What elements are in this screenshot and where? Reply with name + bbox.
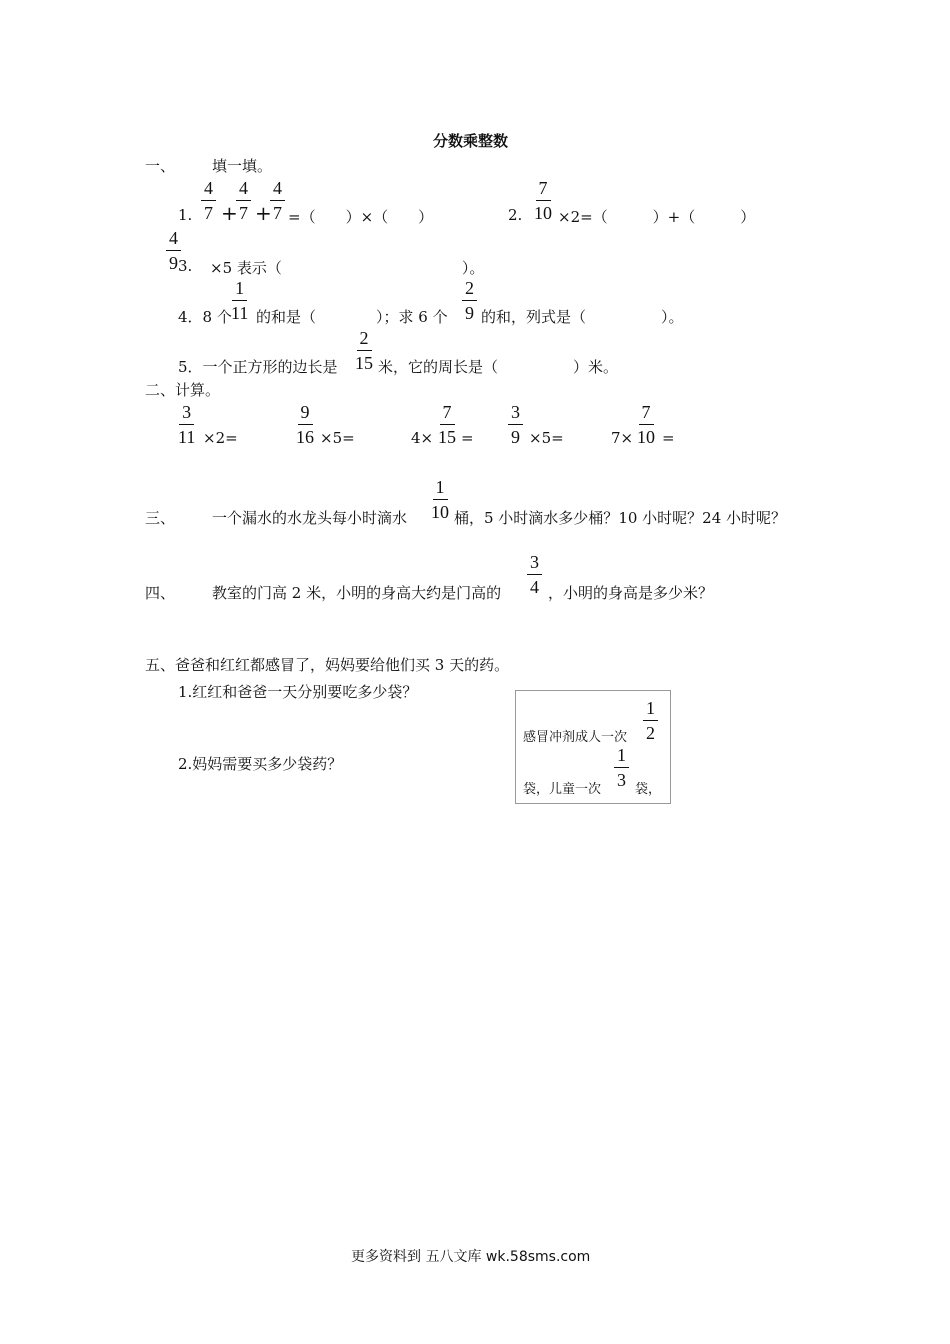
denominator: 15 — [438, 427, 456, 447]
q2-blanks: ×2=（ ）+（ ） — [558, 208, 756, 226]
box-fraction-1 — [643, 698, 658, 743]
q1-label: 1. — [178, 206, 193, 224]
calc-item-2-fraction — [293, 402, 317, 447]
section-1-number: 一、 — [145, 157, 176, 175]
section-5-heading: 五、爸爸和红红都感冒了，妈妈要给他们买 3 天的药。 — [145, 656, 510, 674]
section-2-heading: 二、计算。 — [145, 381, 221, 399]
denominator: 9 — [511, 427, 520, 447]
section-3-text-a: 一个漏水的水龙头每小时滴水 — [212, 509, 408, 527]
numerator: 1 — [232, 278, 247, 301]
calc-item-4-post: ×5= — [529, 429, 564, 447]
denominator: 11 — [178, 427, 196, 447]
q4-fraction-1 — [228, 278, 251, 323]
box-line-2b: 袋， — [635, 782, 662, 797]
numerator: 1 — [433, 477, 448, 500]
denominator: 15 — [355, 353, 373, 373]
q1-fraction-2 — [236, 178, 251, 223]
plus-sign: + — [255, 201, 272, 225]
box-line-1: 感冒冲剂成人一次 — [523, 730, 628, 745]
calc-item-5-post: = — [662, 429, 675, 447]
calc-item-1-post: ×2= — [203, 429, 238, 447]
calc-item-3-fraction — [435, 402, 459, 447]
section-3-number: 三、 — [145, 509, 176, 527]
q1-fraction-3 — [270, 178, 285, 223]
section-3-fraction — [428, 477, 452, 522]
section-1-heading: 填一填。 — [212, 157, 273, 175]
numerator: 3 — [527, 552, 542, 575]
numerator: 4 — [201, 178, 216, 201]
q4-end-text: 的和，列式是（ ）。 — [481, 308, 684, 326]
q5-fraction — [352, 328, 376, 373]
numerator: 3 — [179, 402, 194, 425]
denominator: 10 — [637, 427, 655, 447]
denominator: 2 — [646, 723, 655, 743]
section-4-fraction — [527, 552, 542, 597]
section-4-number: 四、 — [145, 584, 176, 602]
calc-item-5-fraction — [634, 402, 658, 447]
numerator: 1 — [643, 698, 658, 721]
numerator: 4 — [236, 178, 251, 201]
section-4-text-b: ，小明的身高是多少米？ — [548, 584, 714, 602]
denominator: 10 — [534, 203, 552, 223]
q5-text: 米，它的周长是（ ）米。 — [378, 358, 619, 376]
calc-item-4-fraction — [508, 402, 523, 447]
numerator: 7 — [440, 402, 455, 425]
numerator: 3 — [508, 402, 523, 425]
numerator: 7 — [536, 178, 551, 201]
calc-item-2-post: ×5= — [320, 429, 355, 447]
q1-blanks: =（ ）×（ ） — [288, 208, 434, 226]
numerator: 9 — [298, 402, 313, 425]
numerator: 7 — [639, 402, 654, 425]
section-3-text-b: 桶，5 小时滴水多少桶？10 小时呢？24 小时呢？ — [454, 509, 787, 527]
denominator: 7 — [273, 203, 282, 223]
q3-fraction — [166, 228, 181, 273]
section-5-question-1: 1.红红和爸爸一天分别要吃多少袋？ — [178, 683, 418, 701]
numerator: 4 — [270, 178, 285, 201]
numerator: 1 — [614, 745, 629, 768]
q3-text: ×5 表示（ ）。 — [210, 259, 485, 277]
q3-label: 3. — [178, 257, 193, 275]
q5-label: 5．一个正方形的边长是 — [178, 358, 338, 376]
denominator: 7 — [204, 203, 213, 223]
denominator: 16 — [296, 427, 314, 447]
q4-middle-text: 的和是（ ）；求 6 个 — [256, 308, 448, 326]
numerator: 4 — [166, 228, 181, 251]
plus-sign: + — [221, 201, 238, 225]
denominator: 10 — [431, 502, 449, 522]
medicine-instruction-box — [515, 690, 671, 804]
numerator: 2 — [357, 328, 372, 351]
q2-fraction — [531, 178, 555, 223]
denominator: 4 — [530, 577, 539, 597]
q2-label: 2. — [508, 206, 523, 224]
box-fraction-2 — [614, 745, 629, 790]
calc-item-1-fraction — [175, 402, 198, 447]
q1-fraction-1 — [201, 178, 216, 223]
section-5-question-2: 2.妈妈需要买多少袋药？ — [178, 755, 343, 773]
section-4-text-a: 教室的门高 2 米，小明的身高大约是门高的 — [212, 584, 502, 602]
q4-fraction-2 — [462, 278, 477, 323]
box-line-2a: 袋，儿童一次 — [523, 782, 602, 797]
denominator: 11 — [231, 303, 249, 323]
q4-label: 4．8 个 — [178, 308, 232, 326]
footer-watermark: 更多资料到 五八文库 wk.58sms.com — [351, 1249, 591, 1265]
calc-item-3-post: = — [461, 429, 474, 447]
denominator: 9 — [465, 303, 474, 323]
page-title: 分数乘整数 — [433, 132, 509, 150]
denominator: 9 — [169, 253, 178, 273]
calc-item-5-pre: 7× — [611, 429, 634, 447]
calc-item-3-pre: 4× — [411, 429, 434, 447]
denominator: 7 — [239, 203, 248, 223]
numerator: 2 — [462, 278, 477, 301]
denominator: 3 — [617, 770, 626, 790]
